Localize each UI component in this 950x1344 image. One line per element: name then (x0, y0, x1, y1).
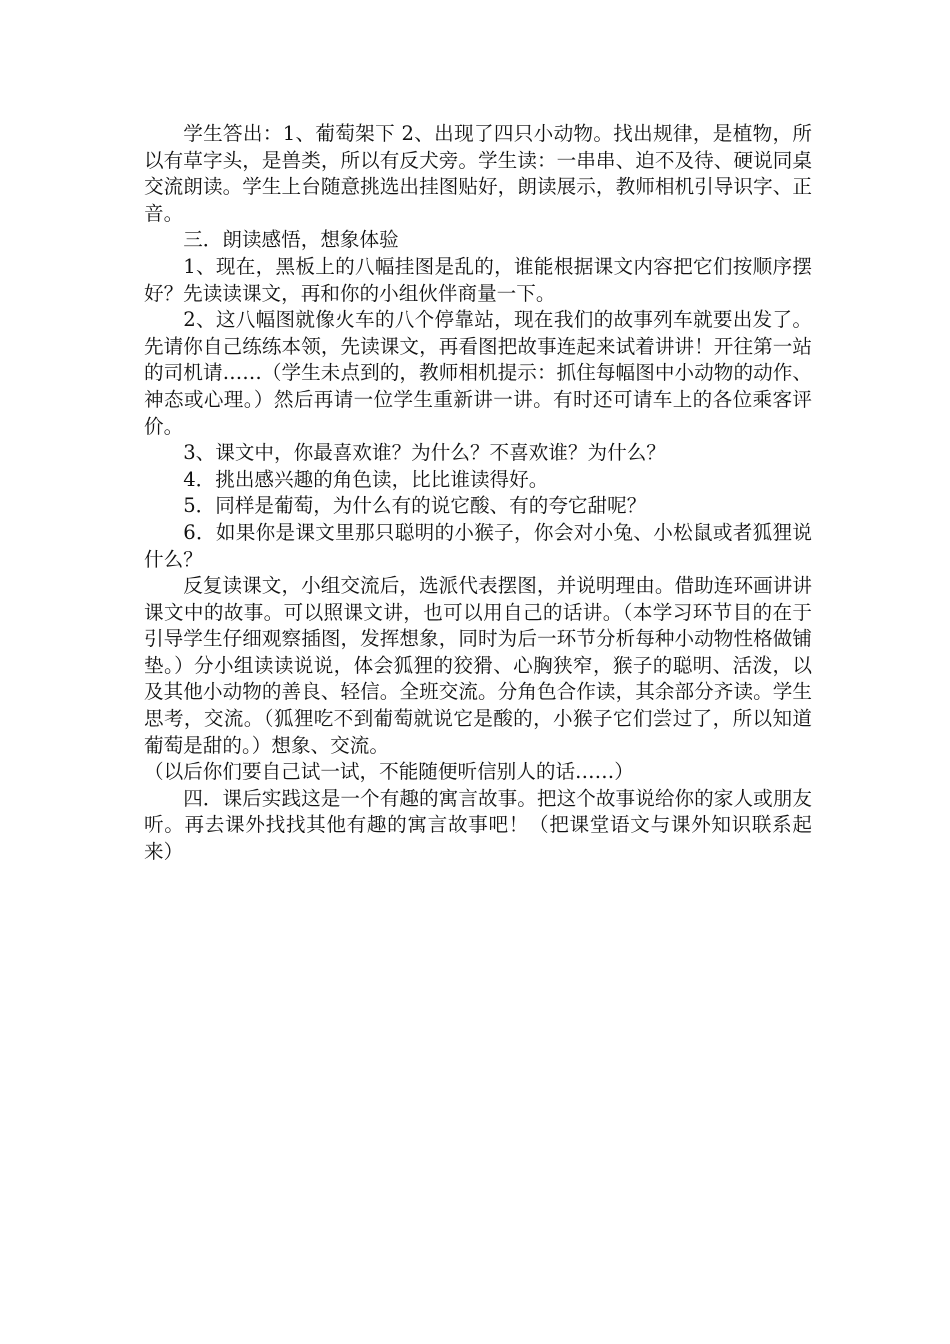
paragraph-note: （以后你们要自己试一试，不能随便听信别人的话……） (144, 760, 634, 784)
paragraph-step-1: 1、现在，黑板上的八幅挂图是乱的，谁能根据课文内容把它们按顺序摆好？先读读课文，再和你的小组伙伴商量一下。 (144, 254, 812, 305)
paragraph-step-3: 3、课文中，你最喜欢谁？为什么？不喜欢谁？为什么？ (183, 441, 666, 465)
paragraph-activities: 反复读课文，小组交流后，选派代表摆图，并说明理由。借助连环画讲讲课文中的故事。可以照课文讲，也可以用自己的话讲。（本学习环节目的在于引导学生仔细观察插图，发挥想象，同时为后一环节分析每种小动物性格做铺垫。）分小组读读说说，体会狐狸的狡猾、心胸狭窄，猴子的聪明、活泼，以及其他小动物的善良、轻信。全班交流。分角色合作读，其余部分齐读。学生思考，交流。（狐狸吃不到葡萄就说它是酸的，小猴子它们尝过了，所以知道葡萄是甜的。）想象、交流。 (144, 574, 812, 757)
section-heading-practice: 四．课后实践这是一个有趣的寓言故事。把这个故事说给你的家人或朋友听。再去课外找找其他有趣的寓言故事吧！（把课堂语文与课外知识联系起来） (144, 786, 812, 864)
section-heading-reading: 三．朗读感悟，想象体验 (183, 228, 399, 252)
paragraph-step-2: 2、这八幅图就像火车的八个停靠站，现在我们的故事列车就要出发了。先请你自己练练本领，先读课文，再看图把故事连起来试着讲讲！开往第一站的司机请……（学生未点到的，教师相机提示：抓住每幅图中小动物的动作、神态或心理。）然后再请一位学生重新讲一讲。有时还可请车上的各位乘客评价。 (144, 308, 812, 438)
document-body (144, 121, 812, 866)
paragraph-student-answers: 学生答出：1、葡萄架下 2、出现了四只小动物。找出规律，是植物，所以有草字头，是兽类，所以有反犬旁。学生读：一串串、迫不及待、硬说同桌交流朗读。学生上台随意挑选出挂图贴好，朗读展示，教师相机引导识字、正音。 (144, 122, 812, 225)
paragraph-step-5: 5．同样是葡萄，为什么有的说它酸、有的夸它甜呢？ (183, 494, 647, 518)
paragraph-step-4: 4．挑出感兴趣的角色读，比比谁读得好。 (183, 467, 549, 491)
paragraph-step-6: 6．如果你是课文里那只聪明的小猴子，你会对小兔、小松鼠或者狐狸说什么？ (144, 520, 812, 571)
